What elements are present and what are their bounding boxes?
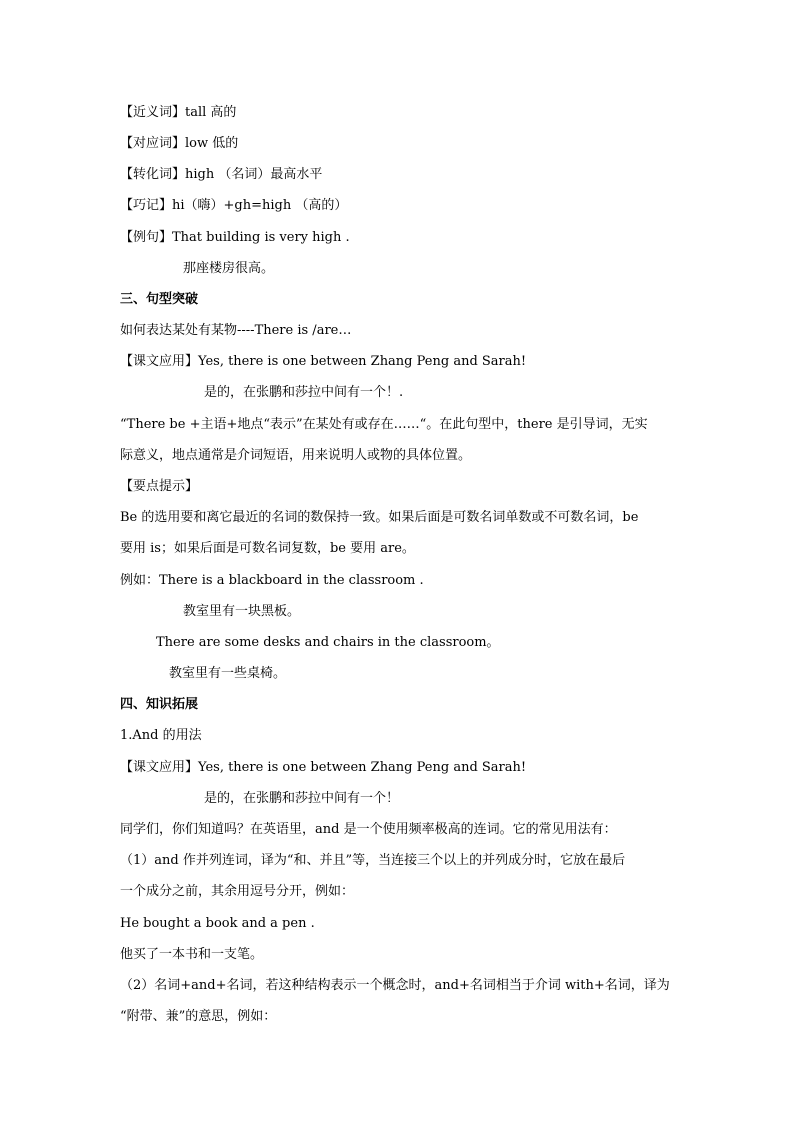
be-rule-line-1: Be 的选用要和离它最近的名词的数保持一致。如果后面是可数名词单数或不可数名词，be	[120, 510, 639, 525]
section-3-heading: 三、句型突破	[120, 292, 199, 307]
example-1: 例如：There is a blackboard in the classroom .	[120, 573, 424, 588]
section-4-heading: 四、知识拓展	[120, 697, 199, 712]
mnemonic-line: 【巧记】hi（嗨）+gh=high （高的）	[120, 198, 348, 213]
usage-1-example-translation: 他买了一本书和一支笔。	[120, 947, 264, 962]
usage-2-line-b: “附带、兼”的意思，例如：	[120, 1009, 277, 1024]
explanation-line-2: 际意义，地点通常是介词短语，用来说明人或物的具体位置。	[120, 448, 472, 463]
and-usage-title: 1.And 的用法	[120, 728, 202, 743]
example-2-translation: 教室里有一些桌椅。	[169, 666, 287, 681]
example-2: There are some desks and chairs in the classroom。	[156, 635, 500, 650]
be-rule-line-2: 要用 is；如果后面是可数名词复数，be 要用 are。	[120, 541, 415, 556]
usage-1-line-a: （1）and 作并列连词，译为“和、并且”等，当连接三个以上的并列成分时，它放在最后	[120, 853, 626, 868]
conversion-line: 【转化词】high （名词）最高水平	[120, 167, 323, 182]
usage-1-line-b: 一个成分之前，其余用逗号分开，例如：	[120, 884, 355, 899]
example-translation: 那座楼房很高。	[183, 261, 275, 276]
synonym-line: 【近义词】tall 高的	[120, 105, 237, 120]
usage-2-line-a: （2）名词+and+名词，若这种结构表示一个概念时，and+名词相当于介词 with+名词，译为	[120, 978, 670, 993]
explanation-line-1: “There be +主语+地点“表示”在某处有或存在……“。在此句型中，there 是引导词，无实	[120, 417, 648, 432]
text-application-2-translation: 是的，在张鹏和莎拉中间有一个！	[204, 791, 400, 806]
usage-1-example: He bought a book and a pen .	[120, 916, 315, 931]
example-sentence: 【例句】That building is very high .	[120, 230, 350, 245]
text-application-1-translation: 是的，在张鹏和莎拉中间有一个！.	[204, 385, 404, 400]
example-1-translation: 教室里有一块黑板。	[183, 604, 301, 619]
how-to-express-line: 如何表达某处有某物----There is /are…	[120, 323, 352, 338]
key-points-label: 【要点提示】	[120, 479, 199, 494]
text-application-2: 【课文应用】Yes, there is one between Zhang Peng and Sarah!	[120, 760, 527, 775]
antonym-line: 【对应词】low 低的	[120, 136, 239, 151]
text-application-1: 【课文应用】Yes, there is one between Zhang Peng and Sarah!	[120, 354, 527, 369]
intro-line: 同学们，你们知道吗？在英语里，and 是一个使用频率极高的连词。它的常见用法有：	[120, 822, 617, 837]
